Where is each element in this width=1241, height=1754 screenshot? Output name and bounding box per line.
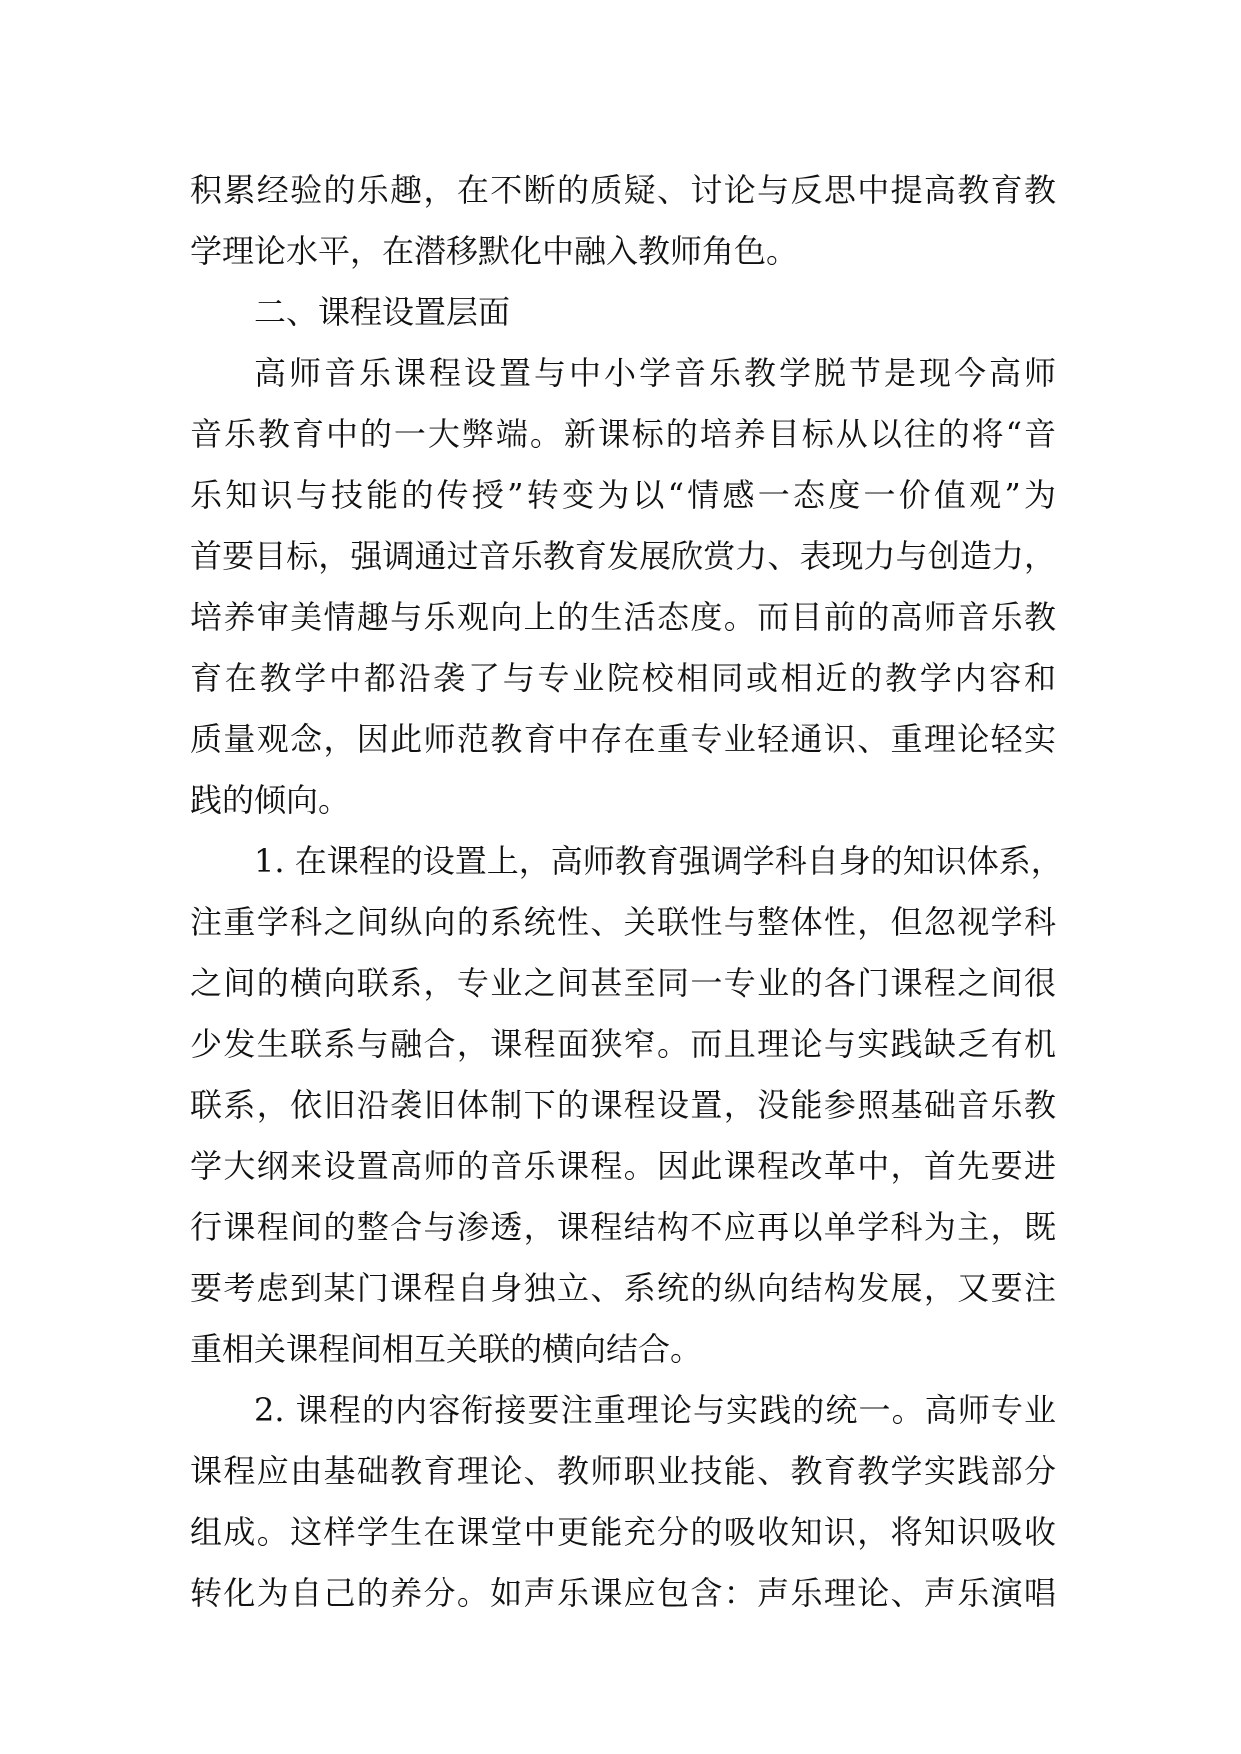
text-line: 行课程间的整合与渗透，课程结构不应再以单学科为主，既 [190, 1208, 1056, 1246]
text-line: 注重学科之间纵向的系统性、关联性与整体性，但忽视学科 [190, 903, 1056, 941]
text-line: 联系，依旧沿袭旧体制下的课程设置，没能参照基础音乐教 [190, 1086, 1056, 1124]
section-heading: 二、课程设置层面 [254, 293, 511, 331]
text-line: 育在教学中都沿袭了与专业院校相同或相近的教学内容和 [190, 659, 1056, 697]
text-line: 质量观念，因此师范教育中存在重专业轻通识、重理论轻实 [190, 720, 1056, 758]
text-line: 高师音乐课程设置与中小学音乐教学脱节是现今高师 [254, 354, 1056, 392]
text-line: 少发生联系与融合，课程面狭窄。而且理论与实践缺乏有机 [190, 1025, 1056, 1063]
text-line: 转化为自己的养分。如声乐课应包含：声乐理论、声乐演唱 [190, 1574, 1056, 1612]
text-line: 重相关课程间相互关联的横向结合。 [190, 1330, 703, 1368]
text-line: 1. 在课程的设置上，高师教育强调学科自身的知识体系， [254, 842, 1063, 880]
text-line: 之间的横向联系，专业之间甚至同一专业的各门课程之间很 [190, 964, 1056, 1002]
text-line: 2. 课程的内容衔接要注重理论与实践的统一。高师专业 [254, 1391, 1056, 1429]
text-line: 学理论水平，在潜移默化中融入教师角色。 [190, 232, 799, 270]
text-line: 音乐教育中的一大弊端。新课标的培养目标从以往的将“音 [190, 415, 1056, 453]
text-line: 学大纲来设置高师的音乐课程。因此课程改革中，首先要进 [190, 1147, 1056, 1185]
text-line: 组成。这样学生在课堂中更能充分的吸收知识，将知识吸收 [190, 1513, 1056, 1551]
text-line: 课程应由基础教育理论、教师职业技能、教育教学实践部分 [190, 1452, 1056, 1490]
text-line: 乐知识与技能的传授”转变为以“情感一态度一价值观”为 [190, 476, 1056, 514]
text-line: 首要目标，强调通过音乐教育发展欣赏力、表现力与创造力， [190, 537, 1056, 575]
text-line: 践的倾向。 [190, 781, 351, 819]
text-line: 培养审美情趣与乐观向上的生活态度。而目前的高师音乐教 [190, 598, 1056, 636]
text-line: 要考虑到某门课程自身独立、系统的纵向结构发展，又要注 [190, 1269, 1056, 1307]
body-text [190, 160, 1063, 1624]
text-line: 积累经验的乐趣，在不断的质疑、讨论与反思中提高教育教 [190, 171, 1056, 209]
